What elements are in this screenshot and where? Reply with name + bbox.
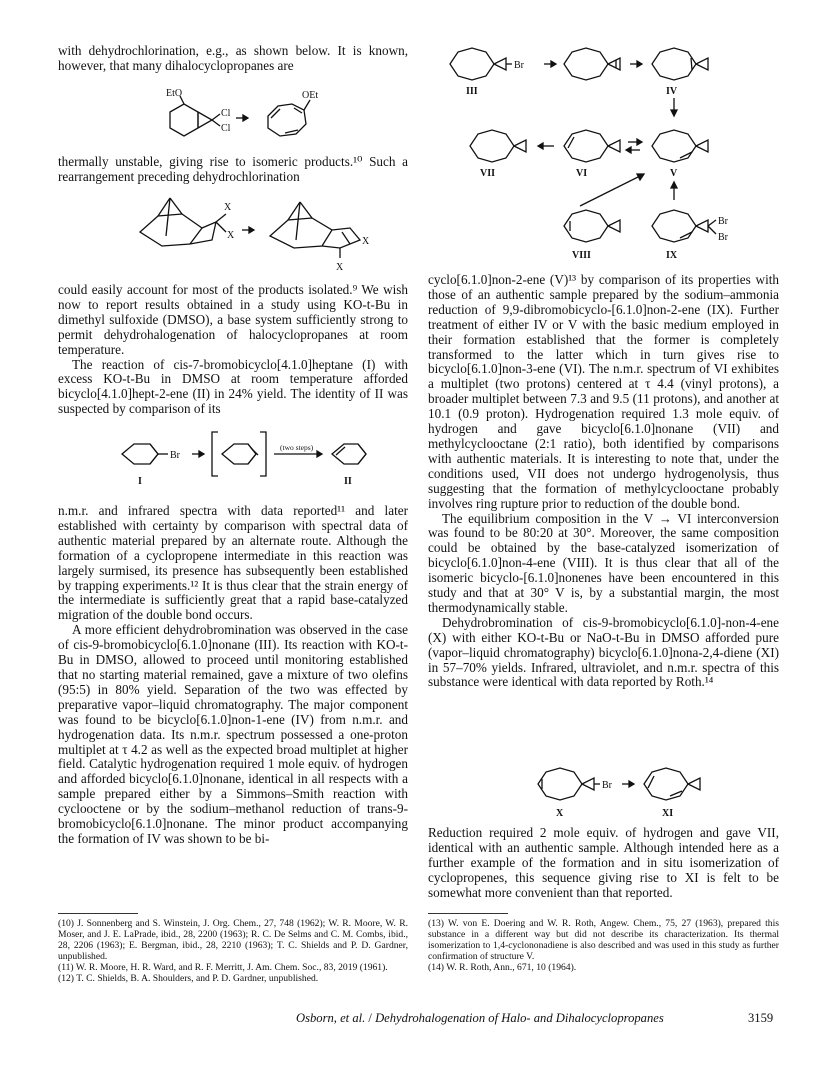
left-text-1: with dehydrochlorination, e.g., as shown below. It is known, however, that many dihalocyclopropanes are (58, 43, 408, 73)
left-text-6: A more efficient dehydrobromination was observed in the case of cis-9-bromobicyclo[6.1.0]nonane (III). Its reaction with KO-t-Bu in DMSO, allowed to proceed until monitoring established that no starting material remained, gave a mixture of two olefins (95:5) in 80% yield. Separation of the two was effected by preparative vapor–liquid chromatography. The major component was found to be bicyclo[6.1.0]non-1-ene (IV) from n.m.r. and hydrogenation data. Its n.m.r. spectrum possessed a one-proton multiplet at τ 4.2 as well as the expected broad multiplet at higher field. Catalytic hydrogenation required 1 mole equiv. of hydrogen and afforded bicyclo[6.1.0]nonane, identical in all respects with a sample prepared either by a Simmons–Smith reaction with cyclooctene or by the sodium–methanol reduction of trans-9-bromobicyclo[6.1.0]nonane. The minor product accompanying the formation of IV was shown to be bi- (58, 622, 408, 846)
scheme-I-to-II (112, 424, 382, 490)
right-text-1: cyclo[6.1.0]non-2-ene (V)¹³ by comparison of its properties with those of an authentic sample prepared by the sodium–ammonia reduction of 9,9-dibromobicyclo-[6.1.0]non-2-ene (IX). Further treatment of either IV or V with the basic medium employed in their formation established that the former is completely transformed to the latter which in turn gives rise to bicyclo[6.1.0]non-3-ene (VI). The n.m.r. spectrum of VI exhibites a multiplet (two protons) centered at τ 4.4 (vinyl protons), a broader multiplet between 7.3 and 9.5 (11 protons), and another at 10.1 (0.9 proton). Hydrogenation required 1.3 mole equiv. of hydrogen and gave bicyclo[6.1.0]nonane (VII) and methylcyclooctane (2:1 ratio), both identified by comparisons with authentic materials. It is interesting to note that, under the conditions used, VII does not undergo hydrogenolysis, thus suggesting that the formation of methylcyclooctane probably involves ring rupture prior to reduction of the double bond. (428, 272, 779, 511)
scheme-bicyclononenes (440, 36, 770, 266)
right-footnotes (428, 918, 779, 973)
left-text-3: could easily account for most of the products isolated.⁹ We wish now to report results obtained in a study using KO-t-Bu in dimethyl sulfoxide (DMSO), a base system sufficiently strong to permit dehydrohalogenation of halocyclopropanes at room temperature. (58, 282, 408, 357)
footnote-11: (11) W. R. Moore, H. R. Ward, and R. F. Merritt, J. Am. Chem. Soc., 83, 2019 (1961). (58, 962, 388, 974)
compound-I-label: I (138, 476, 142, 487)
compound-IV-label: IV (666, 86, 678, 97)
running-footer (296, 1011, 780, 1026)
left-footnotes (58, 918, 408, 985)
footer-separator: / (368, 1011, 372, 1025)
br-label-X: Br (602, 780, 612, 791)
br-label-IX-2: Br (718, 232, 728, 243)
left-para-2 (58, 155, 408, 185)
compound-IX-label: IX (666, 250, 678, 261)
footnote-14: (14) W. R. Roth, Ann., 671, 10 (1964). (428, 962, 577, 974)
br-label-IX-1: Br (718, 216, 728, 227)
compound-X-label: X (556, 808, 564, 819)
scheme-dichlorocyclopropane (140, 86, 380, 150)
left-para-1 (58, 44, 408, 74)
compound-III-label: III (466, 86, 478, 97)
cl-label-2: Cl (221, 123, 231, 134)
left-para-4 (58, 504, 408, 847)
eto-label: EtO (166, 88, 183, 99)
compound-VI-label: VI (576, 168, 588, 179)
left-text-5: n.m.r. and infrared spectra with data reported¹¹ and later established with certainty by comparison with spectral data of authentic material prepared by an alternate route. Although the formation of a cyclopropene intermediate in this reaction was largely surmised, its presence has subsequently been established by trapping experiments.¹² It is thus clear that the strain energy of the intermediate is sufficiently great that a rapid base-catalyzed migration of the double bond occurs. (58, 503, 408, 623)
compound-XI-label: XI (662, 808, 674, 819)
left-text-4: The reaction of cis-7-bromobicyclo[4.1.0]heptane (I) with excess KO-t-Bu in DMSO at room temperature afforded bicyclo[4.1.0]hept-2-ene (II) in 24% yield. The identity of II was suspected by comparison of its (58, 356, 408, 417)
compound-VIII-label: VIII (572, 250, 591, 261)
scheme-norcarane-rearrangement (130, 192, 390, 276)
oet-label: OEt (302, 90, 319, 101)
footnote-13: (13) W. von E. Doering and W. R. Roth, Angew. Chem., 75, 27 (1963), prepared this substance in a different way but did not describe its characterization. Its thermal isomerization to 1,4-cyclononadiene is also described and was used in this study as further confirmation of structure V. (428, 918, 779, 963)
right-para-2 (428, 826, 779, 901)
br-label-III: Br (514, 60, 524, 71)
two-steps-label: (two steps) (280, 443, 314, 452)
compound-II-label: II (344, 476, 352, 487)
x-label-4: X (336, 262, 344, 273)
footnote-10: (10) J. Sonnenberg and S. Winstein, J. Org. Chem., 27, 748 (1962); W. R. Moore, W. R. Moser, and J. E. LaPrade, ibid., 28, 2200 (1963); R. C. De Selms and C. M. Combs, ibid., 28, 2206 (1963); E. Bergman, ibid., 28, 2210 (1963); T. C. Shields and P. D. Gardner, unpublished. (58, 918, 408, 963)
footnote-rule-right (428, 913, 508, 914)
right-text-4: Reduction required 2 mole equiv. of hydrogen and gave VII, identical with an authentic sample. Although intended here as a further example of the formation and in situ isomerization of cyclopropenes, this sequence giving rise to XI is felt to be somewhat more convenient than that reported. (428, 825, 779, 900)
page-number: 3159 (748, 1011, 774, 1025)
x-label-1: X (224, 202, 232, 213)
footer-title: Dehydrohalogenation of Halo- and Dihalocyclopropanes (375, 1011, 664, 1025)
cl-label-1: Cl (221, 108, 231, 119)
scheme-X-to-XI (530, 754, 720, 820)
footer-authors: Osborn, et al. (296, 1011, 366, 1025)
left-para-3 (58, 283, 408, 417)
compound-VII-label: VII (480, 168, 496, 179)
x-label-3: X (362, 236, 370, 247)
footnote-rule-left (58, 913, 138, 914)
right-text-2: The equilibrium composition in the V → VI interconversion was found to be 80:20 at 30°. Moreover, the same composition could be obtained by the base-catalyzed isomerization of bicyclo[6.1.0]non-4-ene (VIII). It is thus clear that all of the isomeric bicyclo-[6.1.0]nonenes have been encountered in this study and that at 30° V is, by a substantial margin, the most thermodynamically stable. (428, 510, 779, 615)
x-label-2: X (227, 230, 235, 241)
br-label-I: Br (170, 450, 180, 461)
compound-V-label: V (670, 168, 678, 179)
right-para-1 (428, 273, 779, 690)
footnote-12: (12) T. C. Shields, B. A. Shoulders, and P. D. Gardner, unpublished. (58, 973, 319, 985)
right-text-3: Dehydrobromination of cis-9-bromobicyclo[6.1.0]-non-4-ene (X) with either KO-t-Bu or NaO-t-Bu in DMSO afforded pure (vapor–liquid chromatography) bicyclo[6.1.0]nona-2,4-diene (XI) in 57–70% yields. Infrared, ultraviolet, and n.m.r. spectra of this substance were identical with data reported by Roth.¹⁴ (428, 614, 779, 690)
left-text-2: thermally unstable, giving rise to isomeric products.¹⁰ Such a rearrangement preceding dehydrochlorination (58, 154, 408, 184)
